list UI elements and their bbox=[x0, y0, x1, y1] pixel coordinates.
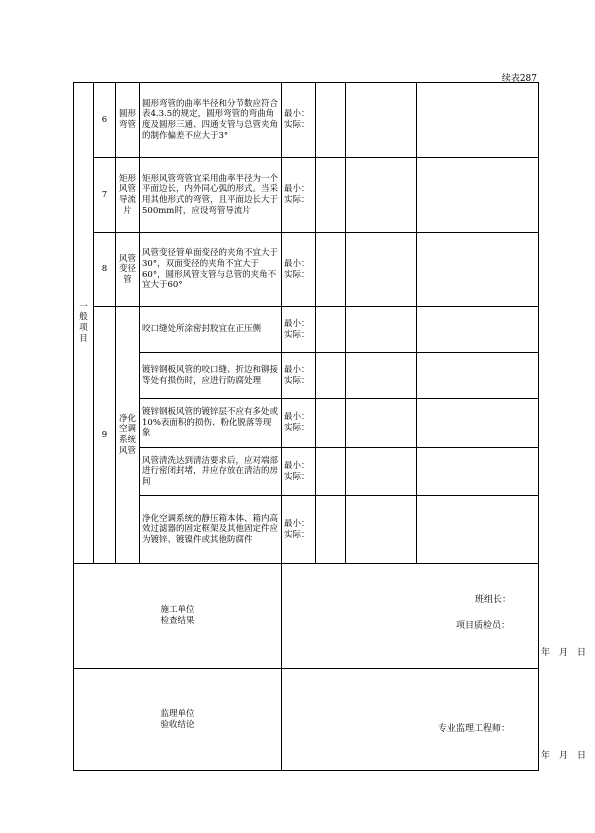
item-number: 8 bbox=[94, 233, 116, 307]
table-row bbox=[74, 496, 539, 564]
blank-cell[interactable] bbox=[417, 307, 539, 353]
blank-cell[interactable] bbox=[346, 158, 417, 233]
item-description: 镀锌钢板风管的镀锌层不应有多处或10%表面积的损伤、粉化脱落等现象 bbox=[140, 399, 282, 448]
item-name bbox=[116, 307, 140, 564]
construction-row bbox=[74, 564, 539, 669]
item-name-text: 风管 变径 管 bbox=[118, 253, 136, 285]
supervising-engineer-label: 专业监理工程师： bbox=[438, 724, 511, 734]
blank-cell[interactable] bbox=[417, 83, 539, 158]
blank-cell[interactable] bbox=[417, 158, 539, 233]
continuation-label: 续表287 bbox=[501, 74, 537, 84]
item-description: 风管清洗达到清洁要求后，应对端部进行密闭封堵，并应存放在清洁的房间 bbox=[140, 448, 282, 496]
supervision-label-cell bbox=[74, 669, 282, 771]
supervision-signature-area[interactable] bbox=[282, 669, 587, 771]
min-actual: 最小： 实际： bbox=[282, 83, 316, 158]
table-row bbox=[74, 353, 539, 399]
blank-cell[interactable] bbox=[417, 496, 539, 564]
blank-cell[interactable] bbox=[316, 233, 346, 307]
blank-cell[interactable] bbox=[417, 448, 539, 496]
section-label-text: 一 般 项 目 bbox=[79, 301, 88, 344]
item-number: 7 bbox=[94, 158, 116, 233]
table-row bbox=[74, 307, 539, 353]
section-label bbox=[74, 83, 94, 564]
item-name bbox=[116, 83, 140, 158]
team-leader-label: 班组长： bbox=[475, 595, 512, 605]
item-name-text: 圆形 弯管 bbox=[118, 109, 136, 130]
min-actual: 最小： 实际： bbox=[282, 158, 316, 233]
blank-cell[interactable] bbox=[316, 83, 346, 158]
min-actual: 最小： 实际： bbox=[282, 233, 316, 307]
blank-cell[interactable] bbox=[316, 448, 346, 496]
item-description: 矩形风管弯管宜采用曲率半径为一个平面边长，内外同心弧的形式。当采用其他形式的弯管，且平面边长大于500mm时，应设弯管导流片 bbox=[140, 158, 282, 233]
item-description: 圆形弯管的曲率半径和分节数应符合表4.3.5的规定，圆形弯管的弯曲角度及圆形三通、四通支管与总管夹角的制作偏差不应大于3° bbox=[140, 83, 282, 158]
blank-cell[interactable] bbox=[346, 399, 417, 448]
item-name bbox=[116, 158, 140, 233]
item-number: 6 bbox=[94, 83, 116, 158]
blank-cell[interactable] bbox=[346, 496, 417, 564]
blank-cell[interactable] bbox=[417, 399, 539, 448]
table-row bbox=[74, 399, 539, 448]
blank-cell[interactable] bbox=[346, 448, 417, 496]
blank-cell[interactable] bbox=[346, 233, 417, 307]
min-actual: 最小： 实际： bbox=[282, 496, 316, 564]
supervision-date: 年 月 日 bbox=[541, 751, 587, 761]
inspection-table bbox=[73, 82, 587, 771]
blank-cell[interactable] bbox=[316, 353, 346, 399]
blank-cell[interactable] bbox=[316, 158, 346, 233]
item-name-text: 矩形 风管 导流 片 bbox=[118, 173, 136, 216]
construction-date: 年 月 日 bbox=[541, 648, 587, 658]
blank-cell[interactable] bbox=[316, 307, 346, 353]
construction-label-cell bbox=[74, 564, 282, 669]
construction-signature-area[interactable] bbox=[282, 564, 587, 669]
min-actual: 最小： 实际： bbox=[282, 307, 316, 353]
table-row bbox=[74, 83, 539, 158]
construction-label: 施工单位 检查结果 bbox=[160, 605, 195, 626]
item-description: 净化空调系统的静压箱本体、箱内高效过滤器的固定框架及其他固定件应为镀锌、镀镍件或其他防腐件 bbox=[140, 496, 282, 564]
item-description: 镀锌钢板风管的咬口缝、折边和铆接等处有损伤时，应进行防腐处理 bbox=[140, 353, 282, 399]
blank-cell[interactable] bbox=[417, 353, 539, 399]
table-row bbox=[74, 233, 539, 307]
supervision-label: 监理单位 验收结论 bbox=[160, 708, 195, 730]
item-description: 咬口缝处所涂密封胶宜在正压侧 bbox=[140, 307, 282, 353]
min-actual: 最小： 实际： bbox=[282, 399, 316, 448]
blank-cell[interactable] bbox=[417, 233, 539, 307]
min-actual: 最小： 实际： bbox=[282, 448, 316, 496]
blank-cell[interactable] bbox=[346, 307, 417, 353]
item-number: 9 bbox=[94, 307, 116, 564]
item-name-text: 净化 空调 系统 风管 bbox=[118, 413, 136, 456]
blank-cell[interactable] bbox=[316, 496, 346, 564]
table-row bbox=[74, 158, 539, 233]
table-row bbox=[74, 448, 539, 496]
item-name bbox=[116, 233, 140, 307]
blank-cell[interactable] bbox=[346, 353, 417, 399]
item-description: 风管变径管单面变径的夹角不宜大于30°，双面变径的夹角不宜大于60°，圆形风管支管与总管的夹角不宜大于60° bbox=[140, 233, 282, 307]
supervision-row bbox=[74, 669, 539, 771]
min-actual: 最小： 实际： bbox=[282, 353, 316, 399]
blank-cell[interactable] bbox=[346, 83, 417, 158]
blank-cell[interactable] bbox=[316, 399, 346, 448]
quality-inspector-label: 项目质检员： bbox=[456, 621, 511, 631]
